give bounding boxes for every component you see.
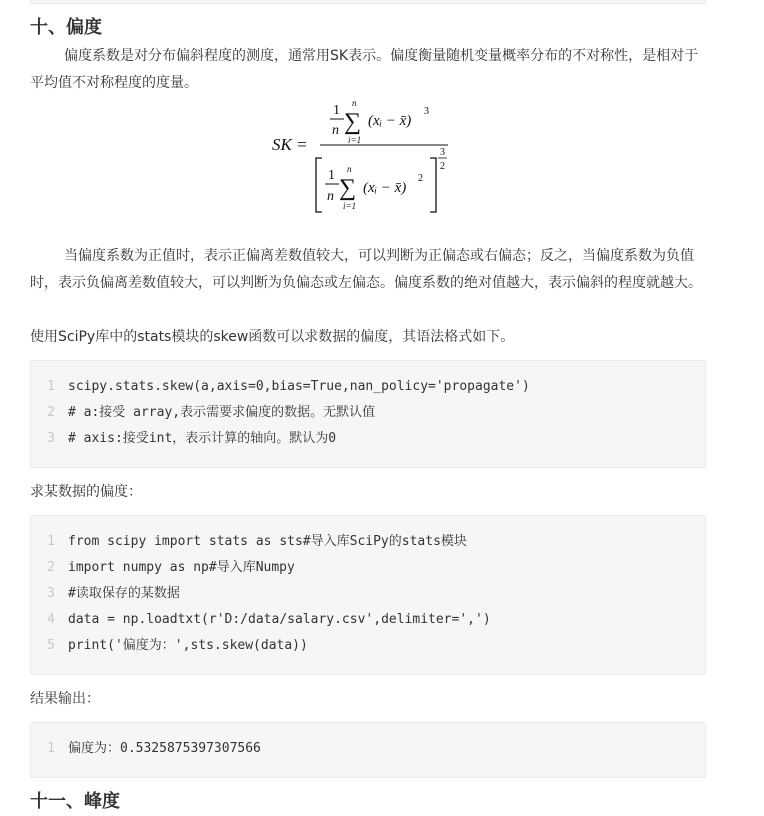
num-sum-lower: i=1 [348, 135, 362, 145]
intro-paragraph: 偏度系数是对分布偏斜程度的测度，通常用SK表示。偏度衡量随机变量概率分布的不对称性，是相对于平均值不对称程度的度量。 [30, 48, 699, 91]
usage-paragraph: 使用SciPy库中的stats模块的skew函数可以求数据的偏度，其语法格式如下。 [30, 329, 515, 345]
line-number: 1 [47, 534, 55, 549]
line-number: 3 [47, 586, 55, 601]
code-text: from scipy import stats as sts#导入库SciPy的stats模块 [68, 534, 467, 549]
num-sum-symbol: ∑ [344, 109, 362, 135]
line-number: 2 [47, 560, 55, 575]
code-line [31, 581, 705, 607]
code-block-result[interactable] [30, 722, 706, 778]
code-line [31, 529, 705, 555]
code-text: scipy.stats.skew(a,axis=0,bias=True,nan_policy='propagate') [68, 379, 530, 394]
code-text: #读取保存的某数据 [68, 586, 180, 601]
code-line [31, 736, 705, 762]
code-line [31, 426, 705, 452]
section-heading: 十、偏度 [30, 17, 102, 38]
num-frac-one: 1 [333, 103, 340, 118]
formula-lhs: SK = [272, 135, 308, 154]
left-bracket [316, 158, 322, 212]
code-line [31, 633, 705, 659]
num-term: (xᵢ − x̄) [368, 113, 412, 129]
outer-power-num: 3 [440, 147, 445, 158]
code-block-example[interactable] [30, 515, 706, 675]
den-term: (xᵢ − x̄) [363, 180, 407, 196]
explain-paragraph: 当偏度系数为正值时，表示正偏离差数值较大，可以判断为正偏态或右偏态；反之，当偏度系数为负值时，表示负偏离差数值较大，可以判断为负偏态或左偏态。偏度系数的绝对值越大，表示偏斜的程度就越大。 [30, 248, 702, 291]
code-line [31, 374, 705, 400]
code-text: # a:接受 array,表示需要求偏度的数据。无默认值 [68, 405, 376, 420]
next-section-heading: 十一、峰度 [30, 791, 120, 812]
den-sum-upper: n [347, 164, 352, 174]
den-frac-one: 1 [328, 168, 335, 183]
code-block-syntax[interactable] [30, 360, 706, 468]
code-line [31, 400, 705, 426]
outer-power-den: 2 [440, 161, 445, 172]
num-power: 3 [424, 106, 429, 117]
den-sum-symbol: ∑ [339, 175, 357, 201]
line-number: 1 [47, 379, 55, 394]
code-text: 偏度为：0.5325875397307566 [68, 741, 261, 756]
example-label: 求某数据的偏度： [30, 484, 142, 500]
num-frac-n: n [332, 123, 339, 138]
line-number: 5 [47, 638, 55, 653]
line-number: 1 [47, 741, 55, 756]
code-text: # axis:接受int，表示计算的轴向。默认为0 [68, 431, 337, 446]
skewness-formula [270, 94, 460, 222]
line-number: 3 [47, 431, 55, 446]
result-label: 结果输出： [30, 691, 100, 707]
line-number: 4 [47, 612, 55, 627]
den-sum-lower: i=1 [343, 201, 357, 211]
previous-code-block [30, 0, 706, 4]
code-line [31, 555, 705, 581]
num-sum-upper: n [352, 98, 357, 108]
code-line [31, 607, 705, 633]
den-power: 2 [418, 173, 423, 184]
code-text: data = np.loadtxt(r'D:/data/salary.csv',delimiter=',') [68, 612, 491, 627]
code-text: import numpy as np#导入库Numpy [68, 560, 295, 575]
code-text: print('偏度为：',sts.skew(data)) [68, 638, 308, 653]
line-number: 2 [47, 405, 55, 420]
den-frac-n: n [327, 189, 334, 204]
right-bracket [430, 158, 436, 212]
